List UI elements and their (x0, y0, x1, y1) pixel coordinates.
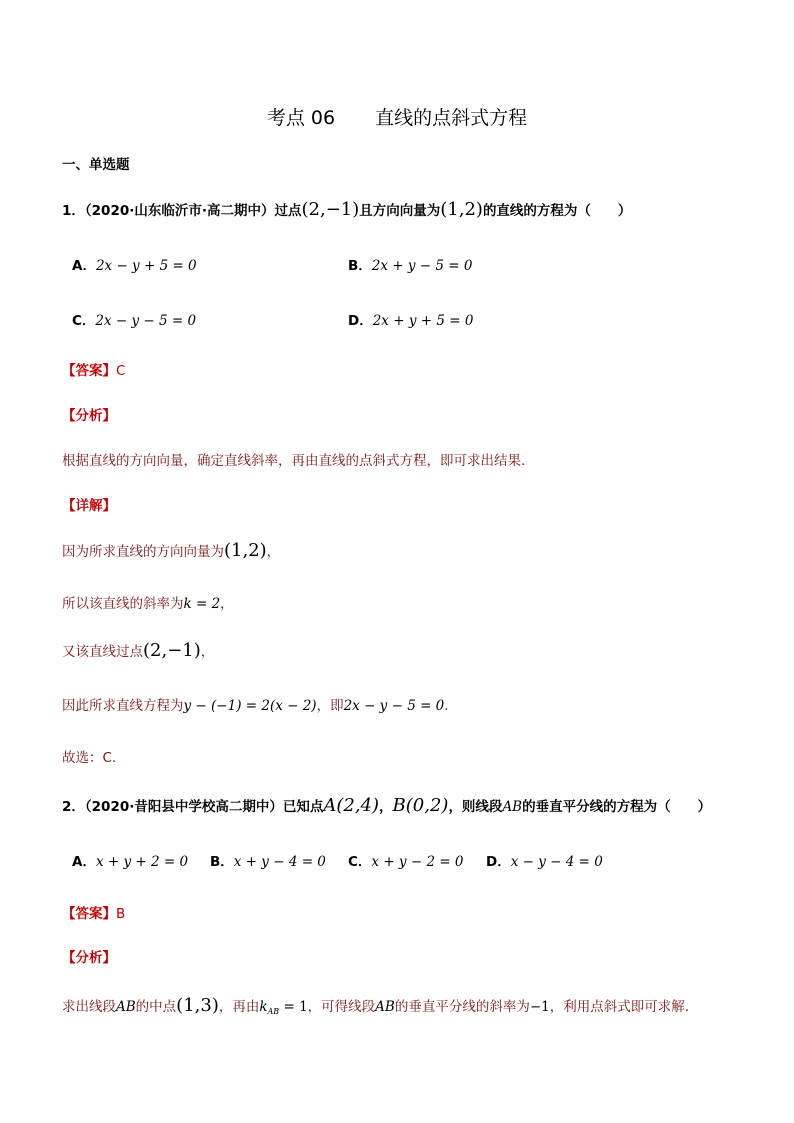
answer-tag: 【答案】 (62, 363, 116, 379)
question-1-stem: 1．（2020·山东临沂市·高二期中）过点(2,−1)且方向向量为(1,2)的直线的方程为（ ） (62, 199, 632, 220)
q2-analysis-tag: 【分析】 (62, 950, 116, 966)
question-2-stem: 2．（2020·昔阳县中学校高二期中）已知点A(2,4)，B(0,2)，则线段AB的垂直平分线的方程为（ ） (62, 795, 712, 816)
q1-analysis-tag: 【分析】 (62, 408, 116, 424)
q2-option-c: C．x + y − 2 = 0 (348, 854, 464, 870)
question-source: （2020·山东临沂市·高二期中） (84, 203, 275, 219)
q1-option-a: A．2x − y + 5 = 0 (72, 258, 197, 274)
q2-option-d: D．x − y − 4 = 0 (486, 854, 603, 870)
q1-detail-line-1: 因为所求直线的方向向量为(1,2)， (62, 540, 281, 561)
title-topic-name: 直线的点斜式方程 (375, 107, 528, 129)
question-source: （2020·昔阳县中学校高二期中） (84, 799, 283, 815)
q2-answer: 【答案】B (62, 906, 126, 922)
q1-option-c: C．2x − y − 5 = 0 (72, 313, 197, 329)
answer-tag: 【答案】 (62, 906, 116, 922)
q1-analysis-text: 根据直线的方向向量，确定直线斜率，再由直线的点斜式方程，即可求出结果. (62, 453, 526, 469)
q2-option-b: B．x + y − 4 = 0 (210, 854, 326, 870)
q1-detail-line-5: 故选：C. (62, 750, 117, 766)
q1-answer: 【答案】C (62, 363, 126, 379)
q2-analysis-text: 求出线段AB的中点(1,3)，再由$k_{AB} = 1$，可得线段AB的垂直平分线的斜率为−1，利用点斜式即可求解. (62, 995, 690, 1016)
q1-detail-line-3: 又该直线过点(2,−1)， (62, 640, 215, 661)
q1-detail-tag: 【详解】 (62, 498, 116, 514)
title-topic-number: 考点 06 (266, 107, 336, 129)
section-heading: 一、单选题 (62, 157, 130, 173)
page-title (0, 103, 794, 130)
q2-option-a: A．x + y + 2 = 0 (72, 854, 189, 870)
q1-detail-line-4: 因此所求直线方程为y − (−1) = 2(x − 2)，即2x − y − 5 = 0. (62, 698, 449, 714)
q1-option-d: D．2x + y + 5 = 0 (348, 313, 474, 329)
q1-option-b: B．2x + y − 5 = 0 (348, 258, 473, 274)
q1-detail-line-2: 所以该直线的斜率为k = 2， (62, 596, 234, 612)
